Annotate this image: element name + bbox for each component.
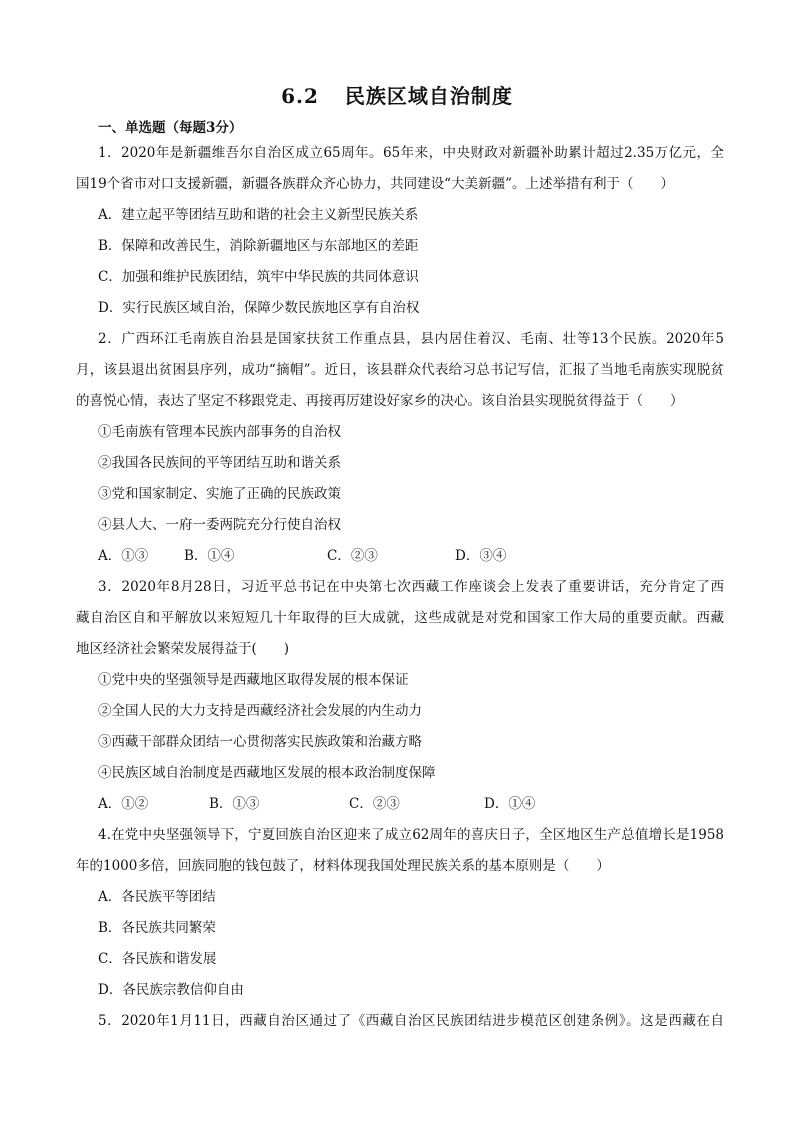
question-4 [76,820,724,1006]
question-2-statement-4: ④县人大、一府一委两院充分行使自治权 [98,517,341,533]
title-text: 民族区域自治制度 [344,84,513,108]
question-3-statement-1: ①党中央的坚强领导是西藏地区取得发展的根本保证 [98,672,409,688]
question-3 [76,572,724,820]
question-1-option-c: C．加强和维护民族团结，筑牢中华民族的共同体意识 [98,269,419,285]
question-4-line-1: 4.在党中央坚强领导下，宁夏回族自治区迎来了成立62周年的喜庆日子，全区地区生产总值增长是1958 [98,827,724,843]
question-2-statement-2: ②我国各民族间的平等团结互助和谐关系 [98,455,341,471]
question-1-option-b: B．保障和改善民生，消除新疆地区与东部地区的差距 [98,238,419,254]
question-3-line-1: 3．2020年8月28日，习近平总书记在中央第七次西藏工作座谈会上发表了重要讲话，充分肯定了西 [98,579,724,595]
question-3-choice-a: A．①② [98,796,149,812]
question-5-line-1: 5．2020年1月11日，西藏自治区通过了《西藏自治区民族团结进步模范区创建条例》。这是西藏在自 [98,1013,724,1029]
question-3-line-3: 地区经济社会繁荣发展得益于( ) [76,641,290,657]
question-1-line-2: 国19个省市对口支援新疆，新疆各族群众齐心协力，共同建设“大美新疆”。上述举措有利于（ ） [76,176,674,192]
page-title [0,80,794,109]
question-4-option-b: B．各民族共同繁荣 [98,920,216,936]
question-2-line-2: 月，该县退出贫困县序列，成功“摘帽”。近日，该县群众代表给习总书记写信，汇报了当地毛南族实现脱贫 [76,362,724,378]
question-3-statement-3: ③西藏干部群众团结一心贯彻落实民族政策和治藏方略 [98,734,422,750]
question-2-choice-c: C．②③ [327,548,378,564]
question-3-choice-c: C．②③ [349,796,400,812]
question-2-choice-a: A．①③ [98,548,149,564]
question-list [76,138,724,1037]
question-2-statement-3: ③党和国家制定、实施了正确的民族政策 [98,486,341,502]
question-1 [76,138,724,324]
question-2-choices [76,541,724,572]
question-4-option-d: D．各民族宗教信仰自由 [98,982,244,998]
question-3-choice-b: B．①③ [209,796,260,812]
question-2-choice-d: D．③④ [455,548,507,564]
question-4-option-a: A．各民族平等团结 [98,889,216,905]
question-2-statement-1: ①毛南族有管理本民族内部事务的自治权 [98,424,341,440]
question-5 [76,1006,724,1037]
question-2-choice-b: B．①④ [184,548,235,564]
question-3-statement-2: ②全国人民的大力支持是西藏经济社会发展的内生动力 [98,703,422,719]
question-3-statement-4: ④民族区域自治制度是西藏地区发展的根本政治制度保障 [98,765,436,781]
question-2-line-1: 2．广西环江毛南族自治县是国家扶贫工作重点县，县内居住着汉、毛南、壮等13个民族。2020年5 [98,331,724,347]
question-2-line-3: 的喜悦心情，表达了坚定不移跟党走、再接再厉建设好家乡的决心。该自治县实现脱贫得益于（ ） [76,393,684,409]
question-3-choice-d: D．①④ [484,796,536,812]
question-2 [76,324,724,572]
question-4-option-c: C．各民族和谐发展 [98,951,217,967]
title-number: 6.2 [281,84,319,108]
question-3-choices [76,789,724,820]
question-1-line-1: 1．2020年是新疆维吾尔自治区成立65周年。65年来，中央财政对新疆补助累计超过2.35万亿元，全 [98,145,724,161]
question-1-option-d: D．实行民族区域自治，保障少数民族地区享有自治权 [98,300,420,316]
section-heading: 一、单选题（每题3分） [98,120,243,136]
question-3-line-2: 藏自治区自和平解放以来短短几十年取得的巨大成就，这些成就是对党和国家工作大局的重要贡献。西藏 [76,610,724,626]
question-4-line-2: 年的1000多倍，回族同胞的钱包鼓了，材料体现我国处理民族关系的基本原则是（ ） [76,858,610,874]
question-1-option-a: A．建立起平等团结互助和谐的社会主义新型民族关系 [98,207,419,223]
